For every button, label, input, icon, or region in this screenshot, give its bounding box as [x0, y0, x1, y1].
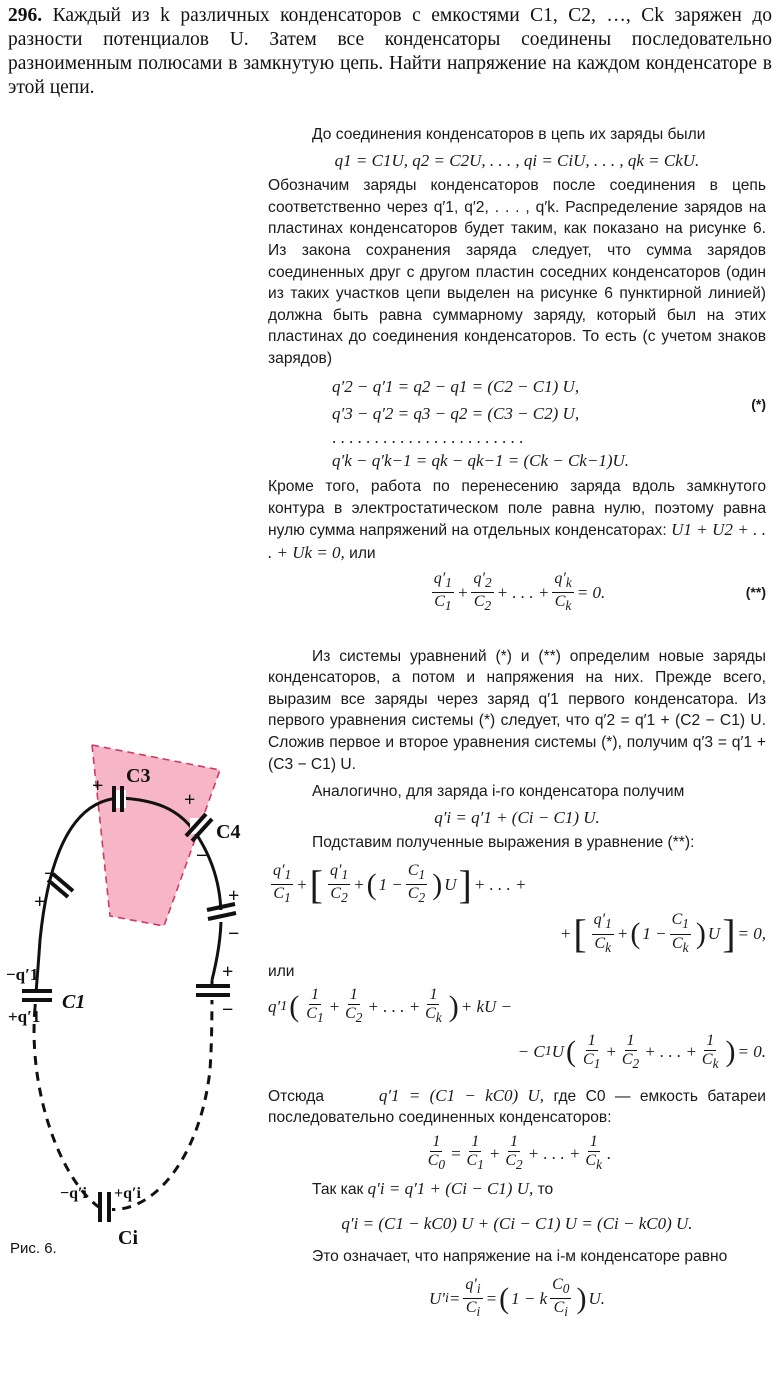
label-plus-q1: +q′1 [8, 1007, 41, 1026]
sol-p8b: q′1 = (C1 − kC0) U, [378, 1085, 545, 1105]
sol-p3-eq: U1 + U2 + . . . + Uk = 0, [268, 520, 766, 562]
eq-sum-zero: $\frac{q'_1}{C_1}$ + $\frac{q'_2}{C_2}$ + . . . + $\frac{q'_k}{C_k}$ = 0. (**) [433, 570, 766, 614]
sol-p9a: Так как [312, 1181, 364, 1199]
label-c4: C4 [216, 821, 241, 843]
eq-qi: q′i = q′1 + (Ci − C1) U. [434, 807, 600, 827]
wire-dashed [34, 980, 212, 1210]
sol-p2: Обозначим заряды конденсаторов после соединения в цепь соответственно через q′1, q′2, . . . , q′k. Распределение зарядов на пластинах конденсаторов будет таким, как показано на рисунке 6. Из закона сохранения заряда следует, что сумма зарядов соединенных друг с другом пластин соседних конденсаторов (один из таких участков цепи выделен на рисунке 6 пунктирной линией) должна быть равна суммарному заряду, который был на этих пластинах до соединения конденсаторов. То есть (с учетом знаков зарядов) [268, 177, 766, 367]
sol-p6: Подставим полученные выражения в уравнение (**): [312, 834, 695, 852]
sol-p5: Аналогично, для заряда i-го конденсатора получим [312, 783, 685, 801]
sign-c6-plus: + [222, 961, 234, 983]
eq-initial-charges: q1 = C1U, q2 = C2U, . . . , qi = CiU, . . . , qk = CkU. [334, 150, 700, 170]
label-c3: C3 [126, 765, 151, 787]
tag-double-star: (**) [745, 584, 766, 601]
sys-dots: . . . . . . . . . . . . . . . . . . . . . . . [332, 427, 524, 447]
sign-c2-minus: − [44, 863, 56, 885]
solution [268, 124, 766, 1325]
eq-ui: U′ i = $\frac{q'_i}{C_i}$ = ( 1 − k $\frac{C_0}{C_i}$ ) U. [428, 1275, 605, 1320]
label-plus-qi: +q′i [114, 1185, 141, 1202]
sys-line-3: q′k − q′k−1 = qk − qk−1 = (Ck − Ck−1)U. [332, 451, 630, 471]
problem-statement [8, 4, 772, 100]
sys-line-1: q′2 − q′1 = q2 − q1 = (C2 − C1) U, [332, 376, 580, 396]
sol-p3-tail: или [349, 544, 376, 562]
eq-collected-2: − C 1 U ( $\frac{1}{C_1}$ + $\frac{1}{C_2}$ + . . . + $\frac{1}{C_k}$ ) = 0. [517, 1031, 766, 1071]
eq-substituted-1: $\frac{q'_1}{C_1}$ + [ $\frac{q'_1}{C_2}$ + ( 1 − $\frac{C_1}{C_2}$ ) U ] + . . . + [273, 861, 527, 907]
eq-substituted-2: + [ $\frac{q'_1}{C_k}$ + ( 1 − $\frac{C_1}{C_k}$ ) U ] = 0, [559, 911, 766, 957]
sign-c3-plus: + [92, 775, 104, 797]
sol-p3-text: Кроме того, работа по перенесению заряда вдоль замкнутого контура в электростатическом поле равна нулю, поэтому равна нулю сумма напряжений на отдельных конденсаторах: [268, 477, 766, 540]
sol-p9 [268, 1178, 766, 1201]
tag-star: (*) [751, 395, 766, 412]
sol-p7: или [268, 962, 295, 980]
sign-c5-plus: + [228, 885, 240, 907]
label-minus-q1: −q′1 [6, 965, 39, 984]
sign-c6-minus: − [222, 999, 234, 1021]
label-c1: C1 [62, 991, 86, 1013]
problem-text: Каждый из k различных конденсаторов с емкостями C1, C2, …, Ck заряжен до разности потенциалов U. Затем все конденсаторы соединены последовательно разноименным полюсами в замкнутую цепь. Найти напряжение на каждом конденсаторе в этой цепи. [8, 5, 773, 98]
figure-caption: Рис. 6. [10, 1240, 57, 1257]
sol-p8a: Отсюда [268, 1087, 325, 1105]
sol-p10: Это означает, что напряжение на i-м конденсаторе равно [312, 1248, 728, 1266]
sol-p9b: q′i = q′1 + (Ci − C1) U, [367, 1179, 534, 1199]
problem-number: 296. [8, 5, 43, 26]
sol-p8 [268, 1085, 766, 1129]
sol-p8c: где C0 — емкость батареи последовательно соединенных конденсаторов: [268, 1087, 766, 1127]
sol-p9c: то [537, 1181, 554, 1199]
sol-p1: До соединения конденсаторов в цепь их заряды были [312, 126, 706, 143]
sol-p4: Из системы уравнений (*) и (**) определим новые заряды конденсаторов, а потом и напряжения на них. Прежде всего, выразим все заряды через заряд q′1 первого конденсатора. Из первого уравнения системы (*) следует, что q′2 = q′1 + (C2 − C1) U. Сложив первое и второе уравнения системы (*), получим q′3 = q′1 + (C3 − C1) U. [268, 647, 766, 773]
eq-c0: $\frac{1}{C_0}$ = $\frac{1}{C_1}$ + $\frac{1}{C_2}$ + . . . + $\frac{1}{C_k}$ . [427, 1132, 612, 1173]
system-star [268, 376, 766, 472]
eq-qi-final: q′i = (C1 − kC0) U + (Ci − C1) U = (Ci − kC0) U. [341, 1213, 693, 1233]
figure-circuit [0, 740, 262, 1250]
label-ci: Ci [118, 1227, 138, 1249]
sign-c4-minus: − [196, 845, 208, 867]
label-minus-qi: −q′i [60, 1185, 87, 1202]
sign-c5-minus: − [228, 923, 240, 945]
sys-line-2: q′3 − q′2 = q3 − q2 = (C3 − C2) U, [332, 404, 580, 424]
sign-c2-plus: + [34, 891, 46, 913]
eq-collected-1: q′ 1 ( $\frac{1}{C_1}$ + $\frac{1}{C_2}$ + . . . + $\frac{1}{C_k}$ ) + kU − [268, 986, 513, 1026]
highlight-region [92, 745, 220, 926]
sol-p3 [268, 476, 766, 564]
sign-c4-plus: + [184, 789, 196, 811]
